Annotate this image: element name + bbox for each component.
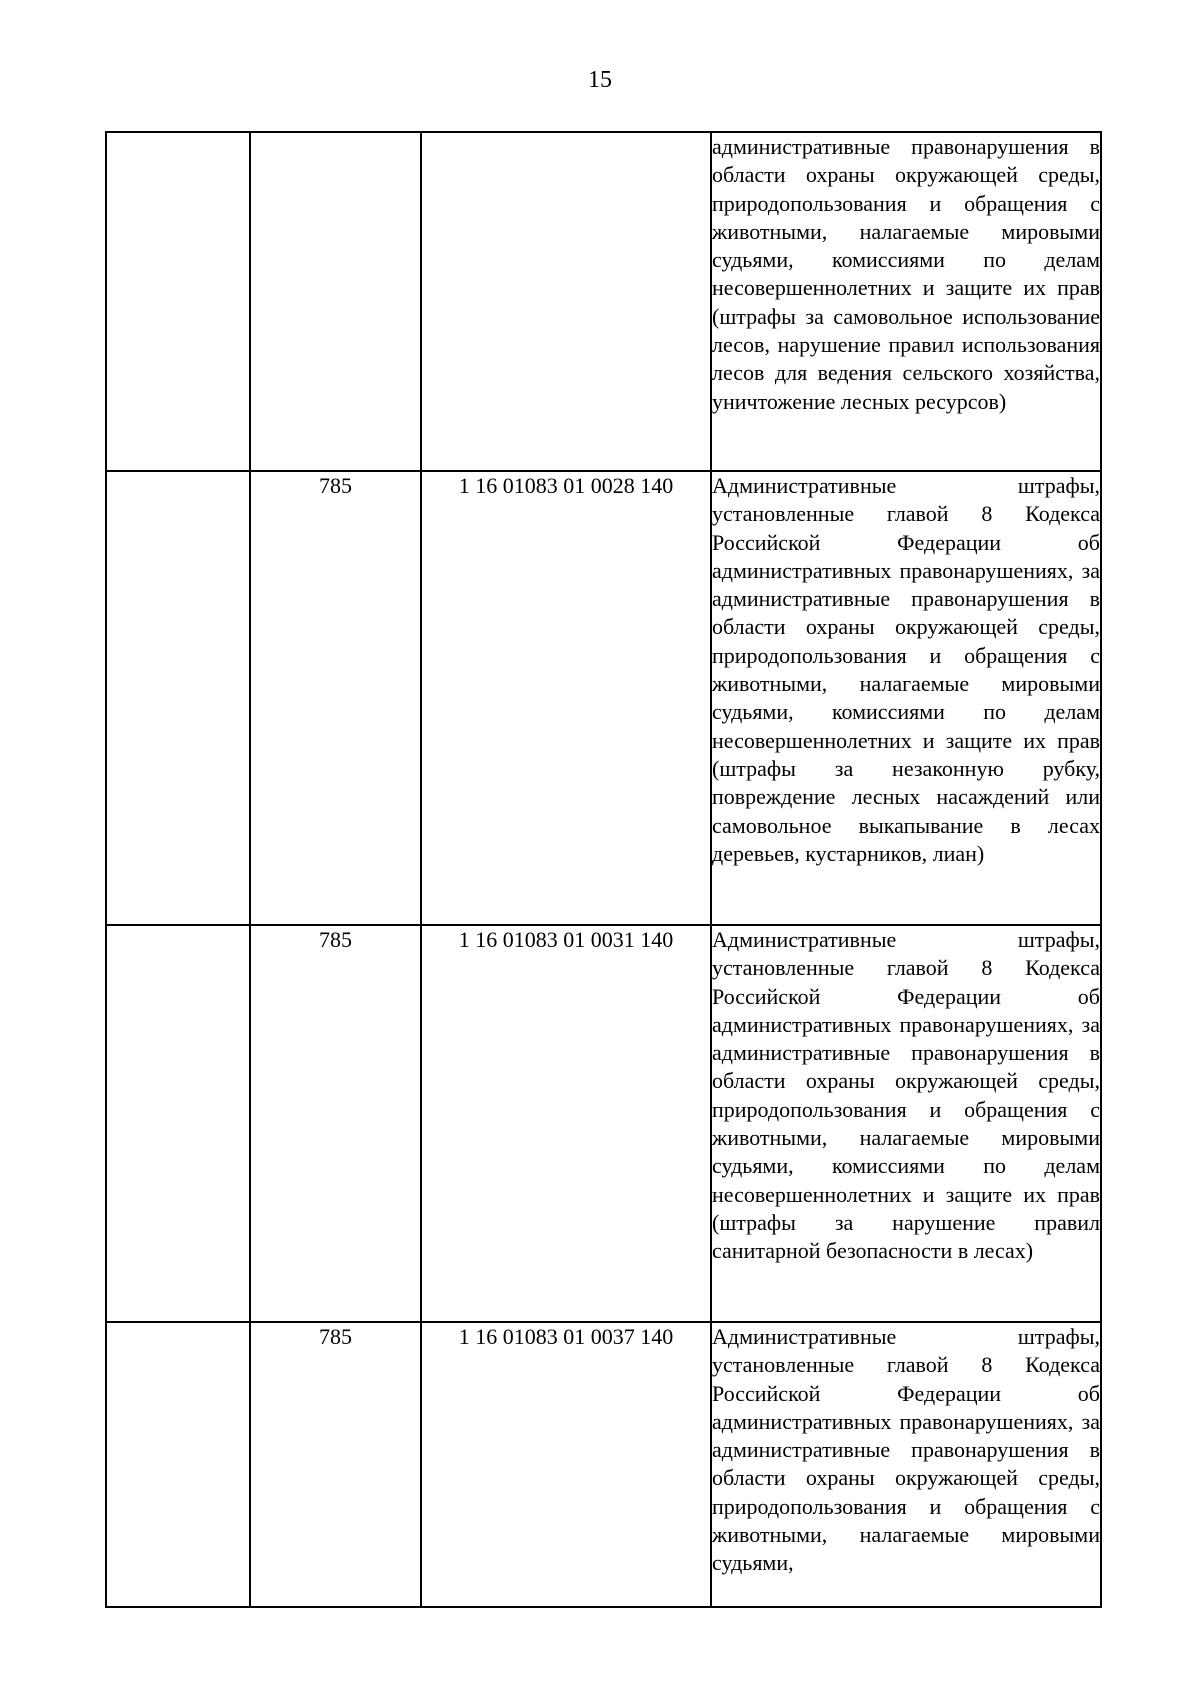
index-cell [106, 1322, 250, 1607]
description-cell [711, 1322, 1101, 1607]
admin-code-cell: 785 [250, 925, 421, 1322]
admin-code-cell: 785 [250, 1322, 421, 1607]
admin-code-cell: 785 [250, 471, 421, 925]
description-cell [711, 132, 1101, 471]
index-cell [106, 132, 250, 471]
index-cell [106, 471, 250, 925]
description-cell [711, 471, 1101, 925]
kbk-code-cell [421, 132, 711, 471]
admin-code-cell [250, 132, 421, 471]
table-row [106, 1322, 1101, 1607]
kbk-code-cell: 1 16 01083 01 0037 140 [421, 1322, 711, 1607]
index-cell [106, 925, 250, 1322]
budget-classification-table [105, 131, 1102, 1608]
description-text: Административные штрафы, установленные главой 8 Кодекса Российской Федерации об административных правонарушениях, за административные правонарушения в области охраны окружающей среды, природопользования и обращения с животными, налагаемые мировыми судьями, комиссиями по делам несовершеннолетних и защите их прав (штрафы за нарушение правил санитарной безопасности в лесах) [712, 927, 1100, 1264]
table-row [106, 925, 1101, 1322]
description-text: Административные штрафы, установленные главой 8 Кодекса Российской Федерации об административных правонарушениях, за административные правонарушения в области охраны окружающей среды, природопользования и обращения с животными, налагаемые мировыми судьями, [712, 1324, 1100, 1576]
kbk-code-cell: 1 16 01083 01 0028 140 [421, 471, 711, 925]
description-text: Административные штрафы, установленные главой 8 Кодекса Российской Федерации об административных правонарушениях, за административные правонарушения в области охраны окружающей среды, природопользования и обращения с животными, налагаемые мировыми судьями, комиссиями по делам несовершеннолетних и защите их прав (штрафы за незаконную рубку, повреждение лесных насаждений или самовольное выкапывание в лесах деревьев, кустарников, лиан) [712, 473, 1100, 866]
page-number: 15 [588, 67, 612, 93]
description-cell [711, 925, 1101, 1322]
table-row [106, 471, 1101, 925]
table-row [106, 132, 1101, 471]
kbk-code-cell: 1 16 01083 01 0031 140 [421, 925, 711, 1322]
description-text: административные правонарушения в области охраны окружающей среды, природопользования и обращения с животными, налагаемые мировыми судьями, комиссиями по делам несовершеннолетних и защите их прав (штрафы за самовольное использование лесов, нарушение правил использования лесов для ведения сельского хозяйства, уничтожение лесных ресурсов) [712, 134, 1100, 414]
